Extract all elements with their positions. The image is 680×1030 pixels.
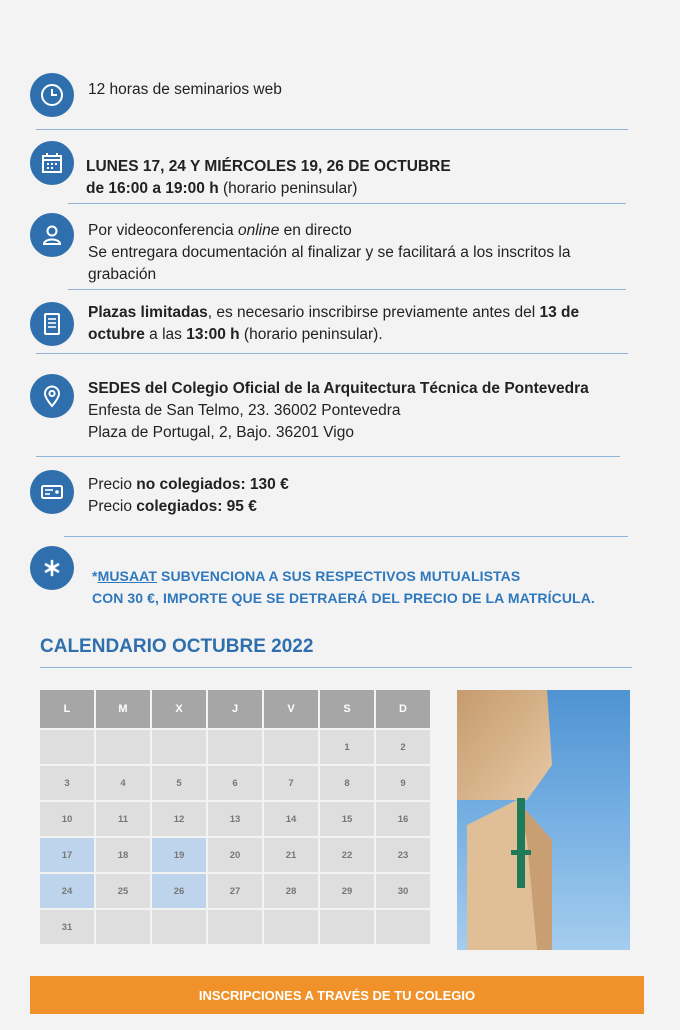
info-row-hours xyxy=(30,73,630,117)
ticket-icon xyxy=(30,470,74,514)
calendar-empty-cell xyxy=(96,910,150,944)
separator xyxy=(36,129,628,130)
venue-title: SEDES del Colegio Oficial de la Arquitectura Técnica de Pontevedra xyxy=(88,380,589,397)
calendar-day: 2 xyxy=(376,730,430,764)
separator xyxy=(36,353,628,354)
location-pin-icon xyxy=(30,374,74,418)
info-row-venue xyxy=(30,374,630,444)
calendar-empty-cell xyxy=(320,910,374,944)
musaat-notice xyxy=(92,565,595,609)
info-row-mode xyxy=(30,213,630,283)
calendar-day: 8 xyxy=(320,766,374,800)
calendar-day: 19 xyxy=(152,838,206,872)
calendar-day: 25 xyxy=(96,874,150,908)
calendar-day: 27 xyxy=(208,874,262,908)
calendar-empty-cell xyxy=(264,910,318,944)
price-line1: Precio no colegiados: 130 € xyxy=(88,476,289,493)
places-line1: Plazas limitadas, es necesario inscribirse previamente antes del 13 de xyxy=(88,304,580,321)
calendar-day: 3 xyxy=(40,766,94,800)
calendar-day: 13 xyxy=(208,802,262,836)
mode-line3: grabación xyxy=(88,266,157,283)
calendar-empty-cell xyxy=(208,910,262,944)
calendar-day: 10 xyxy=(40,802,94,836)
calendar-day: 28 xyxy=(264,874,318,908)
calendar-day: 9 xyxy=(376,766,430,800)
musaat-link[interactable]: MUSAAT xyxy=(97,568,158,584)
hours-text: 12 horas de seminarios web xyxy=(88,81,282,98)
calendar-weekday-header: X xyxy=(152,690,206,728)
calendar-day: 18 xyxy=(96,838,150,872)
calendar-empty-cell xyxy=(40,730,94,764)
calendar-day: 29 xyxy=(320,874,374,908)
calendar-day: 22 xyxy=(320,838,374,872)
calendar-empty-cell xyxy=(376,910,430,944)
venue-line2: Plaza de Portugal, 2, Bajo. 36201 Vigo xyxy=(88,424,354,441)
dates-line2: de 16:00 a 19:00 h (horario peninsular) xyxy=(86,180,358,197)
musaat-line1: *MUSAAT SUBVENCIONA A SUS RESPECTIVOS MUTUALISTAS xyxy=(92,568,521,584)
calendar-day: 12 xyxy=(152,802,206,836)
calendar-empty-cell xyxy=(96,730,150,764)
calendar-empty-cell xyxy=(152,730,206,764)
mode-line1: Por videoconferencia online en directo xyxy=(88,222,352,239)
document-icon xyxy=(30,302,74,346)
calendar-weekday-header: V xyxy=(264,690,318,728)
calendar-day: 30 xyxy=(376,874,430,908)
calendar-day: 14 xyxy=(264,802,318,836)
calendar-day: 6 xyxy=(208,766,262,800)
calendar-weekday-header: L xyxy=(40,690,94,728)
calendar-day: 15 xyxy=(320,802,374,836)
calendar-day: 11 xyxy=(96,802,150,836)
calendar-weekday-header: M xyxy=(96,690,150,728)
calendar-grid xyxy=(40,690,433,944)
clock-icon xyxy=(30,73,74,117)
calendar-empty-cell xyxy=(264,730,318,764)
calendar-day: 16 xyxy=(376,802,430,836)
calendar-day: 23 xyxy=(376,838,430,872)
calendar-empty-cell xyxy=(152,910,206,944)
separator xyxy=(40,667,632,668)
calendar-day: 24 xyxy=(40,874,94,908)
separator xyxy=(68,203,626,204)
construction-photo xyxy=(457,690,630,950)
calendar-icon xyxy=(30,141,74,185)
calendar-day: 20 xyxy=(208,838,262,872)
calendar xyxy=(40,690,433,944)
venue-line1: Enfesta de San Telmo, 23. 36002 Pontevedra xyxy=(88,402,401,419)
calendar-day: 17 xyxy=(40,838,94,872)
separator xyxy=(68,289,626,290)
calendar-title: CALENDARIO OCTUBRE 2022 xyxy=(40,636,314,657)
calendar-weekday-header: D xyxy=(376,690,430,728)
calendar-day: 21 xyxy=(264,838,318,872)
info-row-places xyxy=(30,298,630,348)
calendar-day: 1 xyxy=(320,730,374,764)
calendar-day: 26 xyxy=(152,874,206,908)
asterisk-icon xyxy=(30,546,74,590)
calendar-day: 4 xyxy=(96,766,150,800)
info-row-price xyxy=(30,470,630,520)
places-line2: octubre a las 13:00 h (horario peninsular). xyxy=(88,326,383,343)
calendar-day: 5 xyxy=(152,766,206,800)
mode-line2: Se entregara documentación al finalizar y se facilitará a los inscritos la xyxy=(88,244,571,261)
user-icon xyxy=(30,213,74,257)
calendar-empty-cell xyxy=(208,730,262,764)
calendar-weekday-header: J xyxy=(208,690,262,728)
registration-button[interactable]: INSCRIPCIONES A TRAVÉS DE TU COLEGIO xyxy=(30,976,644,1014)
info-row-dates xyxy=(30,141,630,197)
calendar-weekday-header: S xyxy=(320,690,374,728)
separator xyxy=(64,536,628,537)
separator xyxy=(36,456,620,457)
calendar-day: 31 xyxy=(40,910,94,944)
musaat-line2: CON 30 €, IMPORTE QUE SE DETRAERÁ DEL PRECIO DE LA MATRÍCULA. xyxy=(92,590,595,606)
price-line2: Precio colegiados: 95 € xyxy=(88,498,257,515)
dates-line1: LUNES 17, 24 Y MIÉRCOLES 19, 26 DE OCTUBRE xyxy=(86,158,451,175)
calendar-day: 7 xyxy=(264,766,318,800)
